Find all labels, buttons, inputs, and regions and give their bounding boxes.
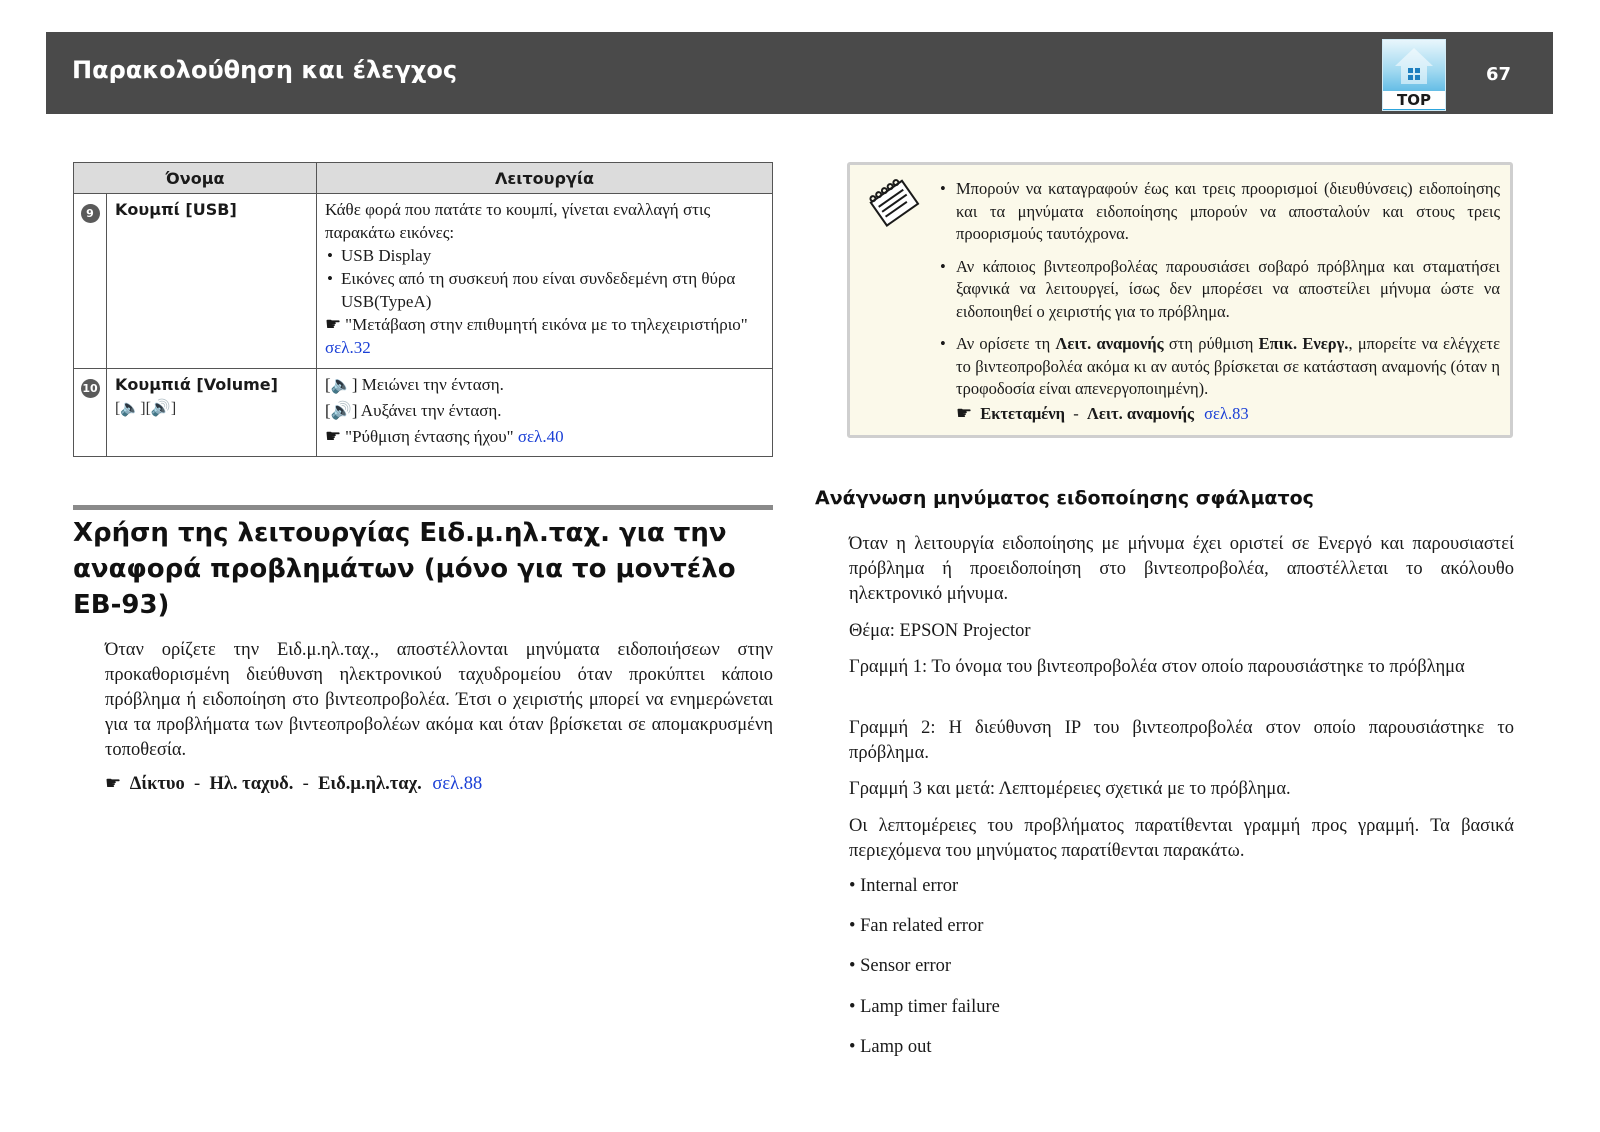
note-text: στη ρύθμιση: [1163, 334, 1259, 353]
list-item: [940, 333, 1500, 425]
list-item: • Εικόνες από τη συσκευή που είναι συνδεδεμένη στη θύρα USB(TypeA): [325, 267, 764, 313]
pointing-hand-icon: ☛: [325, 426, 342, 446]
path-separator: -: [1069, 403, 1083, 423]
row-number-cell: [74, 369, 107, 457]
top-label: TOP: [1383, 91, 1445, 109]
row-number-cell: [74, 194, 107, 369]
cross-reference: [325, 313, 764, 359]
page-number: 67: [1486, 64, 1512, 85]
home-icon: [1393, 46, 1435, 88]
menu-path-item: Εκτεταμένη: [980, 403, 1066, 423]
function-list: [325, 244, 764, 313]
error-list-item: • Internal error: [849, 876, 958, 897]
error-list-item: • Sensor error: [849, 956, 951, 977]
button-name-cell: [107, 194, 317, 369]
setting-name: Επικ. Ενεργ.: [1258, 334, 1349, 353]
setting-name: Λειτ. αναμονής: [1055, 334, 1164, 353]
pointing-hand-icon: ☛: [956, 402, 973, 423]
volume-button-icons: [🔈][🔊]: [115, 400, 177, 417]
page-link[interactable]: σελ.88: [432, 774, 483, 794]
menu-path-item: Ειδ.μ.ηλ.ταχ.: [318, 774, 422, 794]
menu-path-item: Ηλ. ταχυδ.: [209, 774, 294, 794]
row-number-badge: 9: [81, 204, 100, 223]
memo-pad-icon: [866, 177, 924, 231]
paragraph: Θέμα: EPSON Projector: [849, 621, 1031, 641]
path-separator: -: [189, 774, 205, 794]
list-item: • USB Display: [325, 244, 764, 267]
paragraph: Οι λεπτομέρειες του προβλήματος παρατίθενται γραμμή προς γραμμή. Τα βασικά περιεχόμενα του μηνύματος παρατίθενται παρακάτω.: [849, 816, 1514, 861]
reference-text: "Ρύθμιση έντασης ήχου": [345, 427, 514, 446]
subsection-heading: Ανάγνωση μηνύματος ειδοποίησης σφάλματος: [815, 487, 1314, 509]
top-button[interactable]: [1382, 39, 1446, 111]
error-list-item: • Fan related error: [849, 916, 983, 937]
note-box: [847, 162, 1513, 438]
paragraph: Γραμμή 1: Το όνομα του βιντεοπροβολέα στον οποίο παρουσιάστηκε το πρόβλημα: [849, 657, 1465, 677]
volume-down-description: [🔈] Μειώνει την ένταση.: [325, 375, 504, 394]
button-name: Κουμπιά [Volume]: [115, 375, 278, 394]
section-divider: [73, 505, 773, 510]
page-link[interactable]: σελ.83: [1204, 403, 1249, 423]
list-item: • Μπορούν να καταγραφούν έως και τρεις προορισμοί (διευθύνσεις) ειδοποίησης και τα μηνύματα ειδοποίησης μπορούν να αποσταλούν και στους τρεις προορισμούς ταυτόχρονα.: [940, 178, 1500, 246]
pointing-hand-icon: ☛: [105, 773, 122, 793]
table-header-row: [74, 163, 773, 194]
error-list-item: • Lamp out: [849, 1037, 932, 1058]
column-header-function: Λειτουργία: [317, 163, 773, 194]
paragraph: Γραμμή 2: Η διεύθυνση IP του βιντεοπροβολέα στον οποίο παρουσιάστηκε το πρόβλημα.: [849, 718, 1514, 763]
button-function-table: [73, 162, 773, 457]
cross-reference: [956, 402, 1500, 426]
note-text: , μπορείτε να ελέγχετε το βιντεοπροβολέα ακόμα κι αν αυτός βρίσκεται σε κατάσταση αναμονής (όταν η τροφοδοσία είναι απενεργοποιημένη).: [956, 334, 1500, 398]
note-list: [940, 178, 1500, 435]
page-link[interactable]: σελ.40: [517, 427, 564, 446]
button-name-cell: [107, 369, 317, 457]
cross-reference: [325, 425, 764, 448]
function-intro: Κάθε φορά που πατάτε το κουμπί, γίνεται εναλλαγή στις παρακάτω εικόνες:: [325, 200, 711, 242]
volume-up-description: [🔊] Αυξάνει την ένταση.: [325, 401, 502, 420]
row-number-badge: 10: [81, 379, 100, 398]
list-item: • Αν κάποιος βιντεοπροβολέας παρουσιάσει σοβαρό πρόβλημα και σταματήσει ξαφνικά να λειτουργεί, ίσως δεν μπορέσει να αποστείλει μήνυμα ώστε να ειδοποιηθεί ο χειριστής για το πρόβλημα.: [940, 256, 1500, 324]
paragraph: Γραμμή 3 και μετά: Λεπτομέρειες σχετικά με το πρόβλημα.: [849, 779, 1291, 799]
paragraph: Όταν η λειτουργία ειδοποίησης με μήνυμα έχει οριστεί σε Ενεργό και παρουσιαστεί πρόβλημα ή προειδοποίηση στο βιντεοπροβολέα, αποστέλλεται το ακόλουθο ηλεκτρονικό μήνυμα.: [849, 534, 1514, 604]
note-text: Αν ορίσετε τη: [956, 334, 1056, 353]
section-heading: Χρήση της λειτουργίας Ειδ.μ.ηλ.ταχ. για την αναφορά προβλημάτων (μόνο για το μοντέλο EB-93): [73, 518, 736, 620]
column-header-name: Όνομα: [74, 163, 317, 194]
table-row: [74, 194, 773, 369]
reference-text: "Μετάβαση στην επιθυμητή εικόνα με το τηλεχειριστήριο": [345, 315, 748, 334]
page-link[interactable]: σελ.32: [325, 338, 371, 357]
cross-reference: [105, 773, 773, 795]
button-function-cell: [317, 369, 773, 457]
error-list-item: • Lamp timer failure: [849, 997, 1000, 1018]
menu-path-item: Λειτ. αναμονής: [1087, 403, 1194, 423]
page-title: Παρακολούθηση και έλεγχος: [72, 56, 458, 84]
path-separator: -: [298, 774, 314, 794]
button-function-cell: [317, 194, 773, 369]
section-body: Όταν ορίζετε την Ειδ.μ.ηλ.ταχ., αποστέλλονται μηνύματα ειδοποιήσεων στην προκαθορισμένη διεύθυνση ηλεκτρονικού ταχυδρομείου όταν προκύπτει κάποιο πρόβλημα ή ειδοποίηση στο βιντεοπροβολέα. Έτσι ο χειριστής μπορεί να ενημερώνεται για τα προβλήματα των βιντεοπροβολέων ακόμα και όταν βρίσκεται σε απομακρυσμένη τοποθεσία.: [105, 640, 773, 760]
table-row: [74, 369, 773, 457]
page-header: [46, 32, 1553, 114]
pointing-hand-icon: ☛: [325, 314, 342, 334]
menu-path-item: Δίκτυο: [129, 774, 185, 794]
button-name: Κουμπί [USB]: [115, 200, 237, 219]
